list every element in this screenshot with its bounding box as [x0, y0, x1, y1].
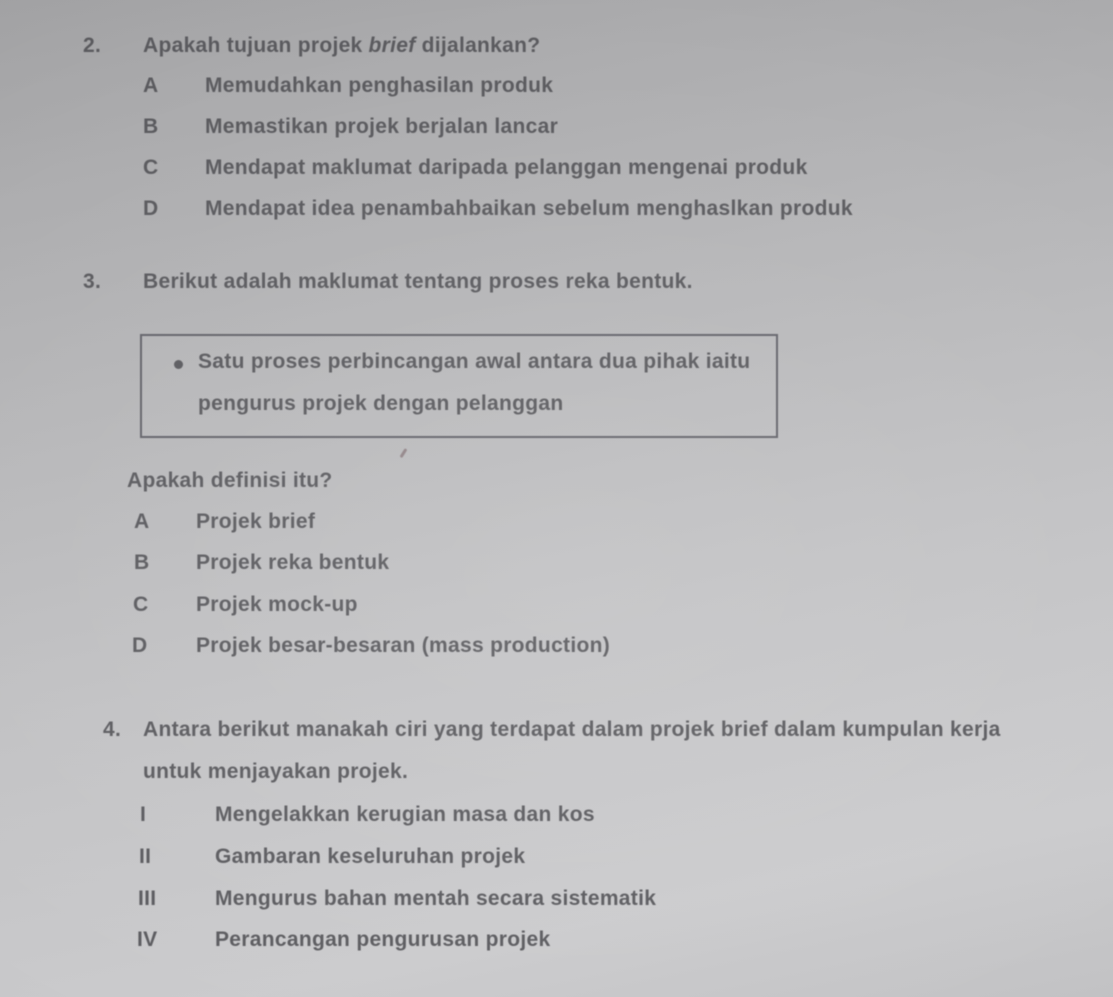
q4-item-numeral: III	[138, 887, 157, 910]
q3-option-letter: D	[132, 634, 148, 657]
question-2-text-post: dijalankan?	[421, 34, 541, 57]
q2-option-letter: B	[143, 115, 159, 138]
q4-item-numeral: IV	[137, 928, 158, 951]
q4-item-numeral: I	[140, 803, 147, 826]
bullet-icon	[174, 360, 183, 369]
q3-option-letter: C	[133, 593, 149, 616]
question-2-text-pre: Apakah tujuan projek	[143, 34, 363, 57]
question-2-text-italic: brief	[368, 34, 416, 57]
q4-item-text: Perancangan pengurusan projek	[215, 928, 551, 951]
question-4-text-line2: untuk menjayakan projek.	[143, 760, 409, 783]
q3-option-letter: B	[134, 551, 150, 574]
q4-item-text: Gambaran keseluruhan projek	[215, 845, 526, 868]
q3-option-text: Projek reka bentuk	[196, 551, 390, 574]
question-2-text	[143, 35, 540, 56]
q4-item-text: Mengurus bahan mentah secara sistematik	[215, 887, 657, 910]
q2-option-text: Memastikan projek berjalan lancar	[205, 115, 559, 138]
q2-option-letter: C	[143, 156, 159, 179]
info-box-line2: pengurus projek dengan pelanggan	[198, 392, 564, 415]
q3-option-letter: A	[134, 510, 150, 533]
stray-pen-mark	[400, 448, 407, 458]
q4-item-text: Mengelakkan kerugian masa dan kos	[215, 803, 595, 826]
info-box-line1: Satu proses perbincangan awal antara dua pihak iaitu	[198, 350, 751, 373]
question-4-number: 4.	[103, 718, 122, 741]
info-box	[140, 334, 778, 438]
question-2-number: 2.	[83, 34, 102, 57]
question-3-number: 3.	[83, 270, 102, 293]
question-3-text: Berikut adalah maklumat tentang proses reka bentuk.	[143, 270, 693, 293]
q2-option-letter: D	[143, 197, 159, 220]
question-3-sub-question: Apakah definisi itu?	[127, 469, 333, 492]
q3-option-text: Projek besar-besaran (mass production)	[196, 634, 611, 657]
q2-option-text: Mendapat maklumat daripada pelanggan mengenai produk	[205, 156, 808, 179]
q2-option-text: Memudahkan penghasilan produk	[205, 74, 554, 97]
q2-option-letter: A	[143, 74, 159, 97]
q2-option-text: Mendapat idea penambahbaikan sebelum menghaslkan produk	[205, 197, 853, 220]
q3-option-text: Projek brief	[196, 510, 316, 533]
q3-option-text: Projek mock-up	[196, 593, 358, 616]
q4-item-numeral: II	[139, 845, 152, 868]
question-4-text-line1: Antara berikut manakah ciri yang terdapat dalam projek brief dalam kumpulan kerja	[143, 718, 1001, 741]
